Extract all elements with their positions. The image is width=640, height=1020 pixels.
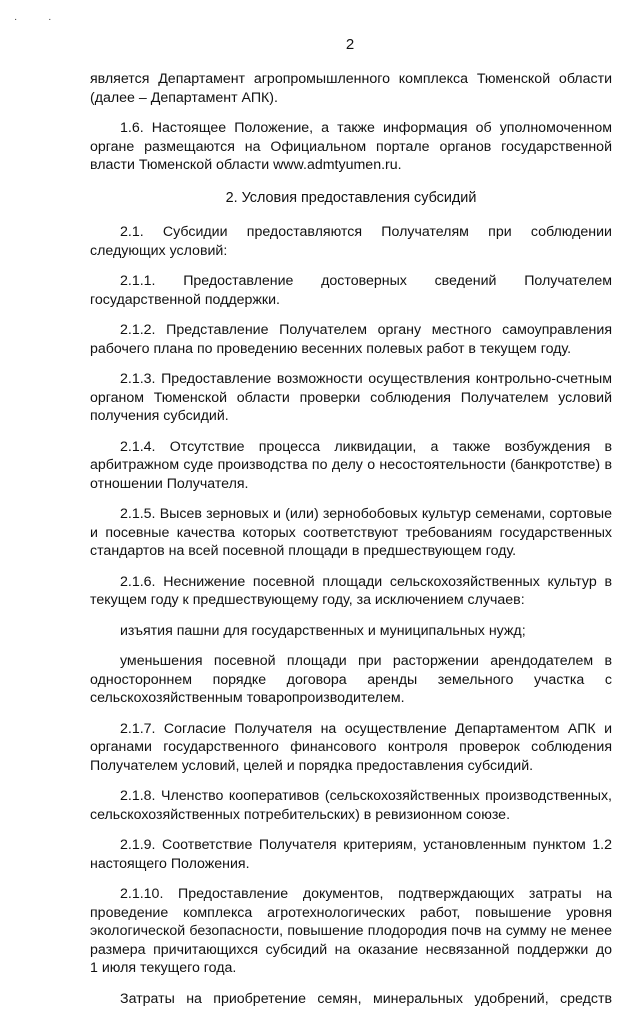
text-line: органе размещаются на Официальном портале органов государственной <box>90 138 612 155</box>
text-line: 2.1.8. Членство кооперативов (сельскохозяйственных производственных, <box>120 788 612 804</box>
text-line: уменьшения посевной площади при расторжении арендодателем в <box>120 653 612 669</box>
text-line: (далее – Департамент АПК). <box>90 89 278 106</box>
text-line: 2.1. Субсидии предоставляются Получателям при соблюдении <box>120 224 612 240</box>
paragraph-2-1-6 <box>90 573 612 610</box>
paragraph-1-5-continuation <box>90 70 612 107</box>
text-line: органами государственного финансового контроля проверок соблюдения <box>90 739 612 755</box>
text-line: рабочего плана по проведению весенних полевых работ в текущем году. <box>90 340 572 357</box>
paragraph-1-6 <box>90 119 612 175</box>
text-line: экологической безопасности, повышение плодородия почв на сумму не менее <box>90 923 612 939</box>
text-line: стандартов на всей посевной площади в предшествующем году. <box>90 543 517 559</box>
scan-marks: · · <box>14 14 66 25</box>
text-line: получения субсидий. <box>90 408 229 424</box>
text-line: проведение комплекса агротехнологических работ, повышение уровня <box>90 904 612 921</box>
text-line: государственной поддержки. <box>90 291 280 308</box>
section-heading: 2. Условия предоставления субсидий <box>225 189 477 206</box>
paragraph-2-1-9 <box>90 836 612 873</box>
text-line: отношении Получателя. <box>90 475 249 492</box>
text-line: 2.1.6. Неснижение посевной площади сельскохозяйственных культур в <box>120 573 612 590</box>
paragraph-2-1-6-case-a <box>90 622 612 641</box>
text-line: 2.1.3. Предоставление возможности осуществления контрольно-счетным <box>120 371 612 387</box>
text-line: одностороннем порядке договора аренды земельного участка с <box>90 671 612 688</box>
text-line: является Департамент агропромышленного комплекса Тюменской области <box>90 71 612 87</box>
paragraph-2-1-3 <box>90 370 612 426</box>
text-line: Затраты на приобретение семян, минеральных удобрений, средств <box>120 990 612 1007</box>
text-line: власти Тюменской области www.admtyumen.ru. <box>90 157 402 173</box>
paragraph-2-1-7 <box>90 720 612 776</box>
text-line: 2.1.4. Отсутствие процесса ликвидации, а также возбуждения в <box>120 438 612 455</box>
text-line: Получателем условий, целей и порядка предоставления субсидий. <box>90 757 534 774</box>
text-line: сельскохозяйственным товаропроизводителем. <box>90 690 405 706</box>
text-line: 2.1.5. Высев зерновых и (или) зернобобовых культур семенами, сортовые <box>120 506 612 522</box>
page-number: 2 <box>345 36 355 53</box>
text-line: 2.1.7. Согласие Получателя на осуществление Департаментом АПК и <box>120 720 612 737</box>
text-line: размера причитающихся субсидий на оказание несвязанной поддержки до <box>90 941 612 958</box>
paragraph-2-1-6-case-b <box>90 652 612 708</box>
paragraph-2-1-1 <box>90 272 612 309</box>
text-line: и посевные качества которых соответствуют требованиям государственных <box>90 524 612 541</box>
text-line: сельскохозяйственных потребительских) в ревизионном союзе. <box>90 806 511 823</box>
paragraph-2-1-4 <box>90 438 612 494</box>
document-body <box>90 70 612 1020</box>
paragraph-2-1-5 <box>90 505 612 561</box>
text-line: 2.1.1. Предоставление достоверных сведений Получателем <box>120 273 612 289</box>
text-line: арбитражном суде производства по делу о несостоятельности (банкротстве) в <box>90 457 612 473</box>
paragraph-2-1 <box>90 223 612 260</box>
text-line: настоящего Положения. <box>90 855 250 872</box>
paragraph-2-1-10 <box>90 885 612 978</box>
paragraph-2-1-2 <box>90 321 612 358</box>
text-line: 1.6. Настоящее Положение, а также информация об уполномоченном <box>120 120 612 136</box>
paragraph-2-1-8 <box>90 787 612 824</box>
text-line: органом Тюменской области проверки соблюдения Получателем условий <box>90 389 612 406</box>
text-line: текущем году к предшествующему году, за исключением случаев: <box>90 592 525 608</box>
text-line: изъятия пашни для государственных и муниципальных нужд; <box>120 622 526 639</box>
text-line: следующих условий: <box>90 242 228 259</box>
text-line: 2.1.10. Предоставление документов, подтверждающих затраты на <box>120 886 612 902</box>
text-line: 1 июля текущего года. <box>90 960 237 976</box>
text-line: 2.1.9. Соответствие Получателя критериям, установленным пунктом 1.2 <box>120 837 612 853</box>
paragraph-costs <box>90 990 612 1009</box>
text-line: 2.1.2. Представление Получателем органу местного самоуправления <box>120 322 612 338</box>
